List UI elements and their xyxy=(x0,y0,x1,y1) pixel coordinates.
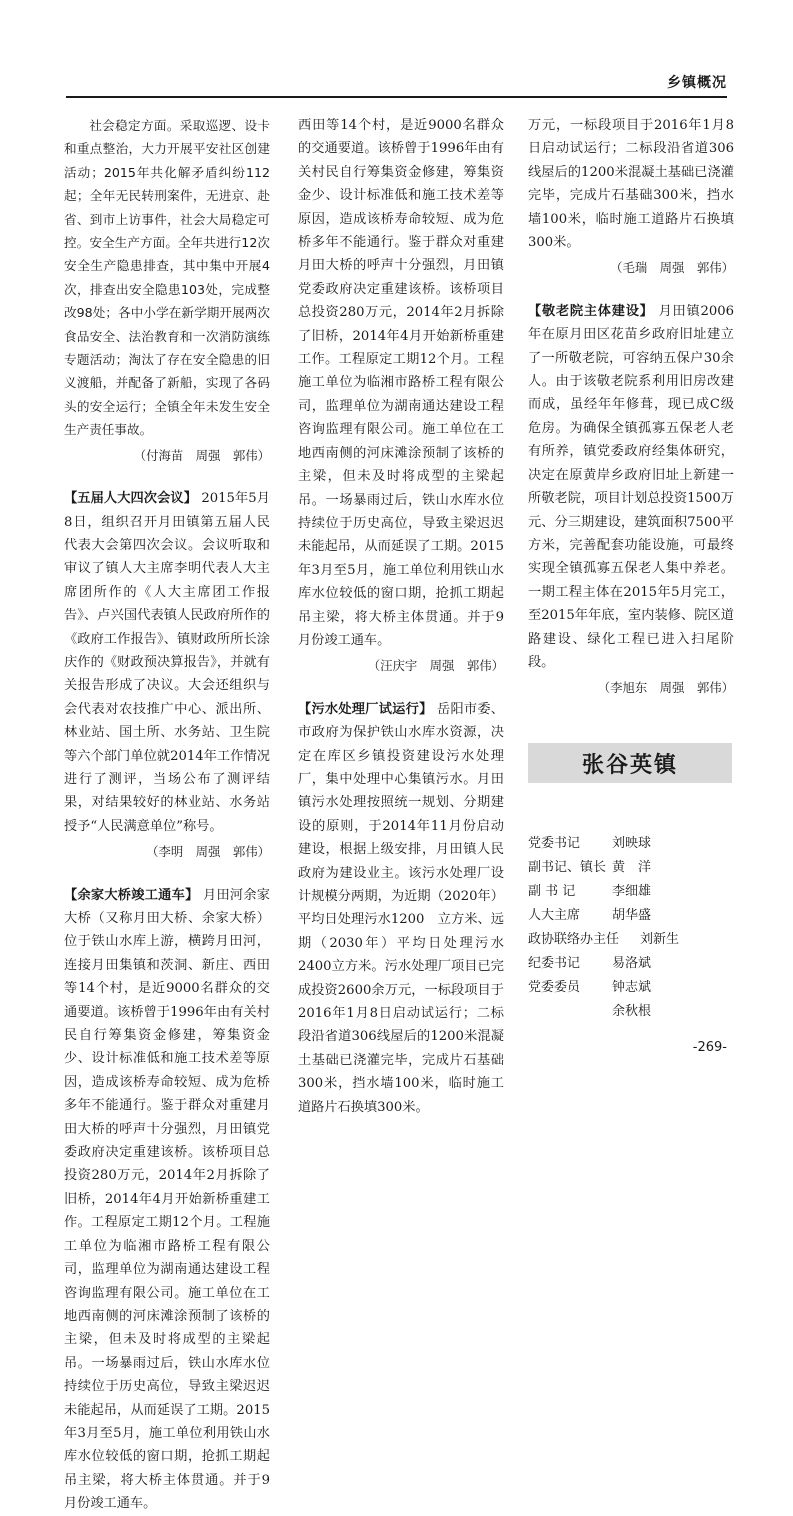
section-header: 乡镇概况 xyxy=(667,75,727,91)
official-row xyxy=(528,928,734,952)
town-title: 张谷英镇 xyxy=(528,743,732,783)
nursing-paragraph xyxy=(528,300,734,675)
header-rule xyxy=(66,96,727,98)
official-row xyxy=(528,952,734,976)
official-name: 刘新生 xyxy=(640,932,680,947)
official-title: 副书记、镇长 xyxy=(528,860,607,875)
bridge-continued: 西田等14个村，是近9000名群众的交通要道。该桥曾于1996年由有关村民自行筹集资金修建，筹集资金少、设计标准低和施工技术差等原因，造成该桥寿命较短、成为危桥多年不能通行。鉴于群众对重建月田大桥的呼声十分强烈，月田镇党委政府决定重建该桥。该桥项目总投资280万元，2014年2月拆除了旧桥，2014年4月开始新桥重建工作。工程原定工期12个月。工程施工单位为临湘市路桥工程有限公司，监理单位为湖南通达建设工程咨询监理有限公司。施工单位在工地西南侧的河床滩涂预制了该桥的主梁，但未及时将成型的主梁起吊。一场暴雨过后，铁山水库水位持续位于历史高位，导致主梁迟迟未能起吊，从而延误了工期。2015年3月至5月，施工单位利用铁山水库水位较低的窗口期，抢抓工期起吊主梁，将大桥主体贯通。并于9月份竣工通车。 xyxy=(298,118,504,648)
official-title: 人大主席 xyxy=(528,908,581,923)
sewage-author: （毛瑞 周强 郭伟） xyxy=(610,260,734,276)
nursing-body: 月田镇2006年在原月田区花苗乡政府旧址建立了一所敬老院，可容纳五保户30余人。由于该敬老院系利用旧房改建而成，虽经年年修葺，现已成C级危房。为确保全镇孤寡五保老人老有所养，镇党委政府经集体研究，决定在原黄岸乡政府旧址上新建一所敬老院，项目计划总投资1500万元、分三期建设，建筑面积7500平方米，完善配套功能设施，可最终实现全镇孤寡五保老人集中养老。一期工程主体在2015年5月完工，至2015年年底，室内装修、院区道路建设、绿化工程已进入扫尾阶段。 xyxy=(528,303,735,670)
official-title: 党委委员 xyxy=(528,980,581,995)
nursing-heading: 【敬老院主体建设】 xyxy=(528,303,654,319)
official-title xyxy=(528,1000,612,1024)
official-name: 胡华盛 xyxy=(612,908,652,923)
bridge-paragraph xyxy=(64,884,270,1512)
bridge-body: 月田河余家大桥（又称月田大桥、余家大桥）位于铁山水库上游，横跨月田河，连接月田集镇和茨洞、新庄、西田等14个村，是近9000名群众的交通要道。该桥曾于1996年由有关村民自行筹集资金修建，筹集资金少、设计标准低和施工技术差等原因，造成该桥寿命较短、成为危桥多年不能通行。鉴于群众对重建月田大桥的呼声十分强烈，月田镇党委政府决定重建该桥。该桥项目总投资280万元，2014年2月拆除了旧桥，2014年4月开始新桥重建工作。工程原定工期12个月。工程施工单位为临湘市路桥工程有限公司，监理单位为湖南通达建设工程咨询监理有限公司。施工单位在工地西南侧的河床滩涂预制了该桥的主梁，但未及时将成型的主梁起吊。一场暴雨过后，铁山水库水位持续位于历史高位，导致主梁迟迟未能起吊，从而延误了工期。2015年3月至5月，施工单位利用铁山水库水位较低的窗口期，抢抓工期起吊主梁，将大桥主体贯通。并于9月份竣工通车。 xyxy=(64,887,270,1512)
congress-body: 2015年5月8日，组织召开月田镇第五届人民代表大会第四次会议。会议听取和审议了镇人大主席李明代表人大主席团所作的《人大主席团工作报告》、卢兴国代表镇人民政府所作的《政府工作报告》、镇财政所所长涂庆作的《财政预决算报告》，并就有关报告形成了决议。大会还组织与会代表对农技推广中心、派出所、林业站、国土所、水务站、卫生院等六个部门单位就2014年工作情况进行了测评，当场公布了测评结果，对结果较好的林业站、水务站授予“人民满意单位”称号。 xyxy=(64,491,270,834)
page-number: -269- xyxy=(692,1040,727,1055)
official-name: 钟志斌 xyxy=(612,980,652,995)
congress-author: （李明 周强 郭伟） xyxy=(146,844,270,860)
bridge-heading: 【余家大桥竣工通车】 xyxy=(64,887,199,903)
official-row xyxy=(528,904,734,928)
official-row xyxy=(528,856,734,880)
column-2 xyxy=(298,114,504,1115)
safety-paragraph: 社会稳定方面。采取巡逻、设卡和重点整治，大力开展平安社区创建活动；2015年共化解矛盾纠纷112起；全年无民转刑案件，无进京、赴省、到市上访事件，社会大局稳定可控。安全生产方面。全年共进行12次安全生产隐患排查，其中集中开展4次，排查出安全隐患103处，完成整改98处；各中小学在新学期开展两次食品安全、法治教育和一次消防演练专题活动；淘汰了存在安全隐患的旧义渡船，并配备了新船，实现了各码头的安全运行；全镇全年未发生安全生产责任事故。 xyxy=(64,118,270,438)
nursing-author: （李旭东 周强 郭伟） xyxy=(597,680,734,696)
official-row xyxy=(528,832,734,856)
officials-list xyxy=(528,832,734,1024)
safety-author: （付海苗 周强 郭伟） xyxy=(133,447,270,463)
sewage-heading: 【污水处理厂试运行】 xyxy=(298,701,433,717)
official-name: 黄 洋 xyxy=(612,860,652,875)
official-name: 余秋根 xyxy=(612,1004,652,1019)
sewage-body: 岳阳市委、市政府为保护铁山水库水资源，决定在库区乡镇投资建设污水处理厂，集中处理中心集镇污水。月田镇污水处理按照统一规划、分期建设的原则，于2014年11月份启动建设，根据上级安排，月田镇人民政府为建设业主。该污水处理厂设计规模分两期，为近期（2020年）平均日处理污水1200 立方米、远期（2030年）平均日处理污水2400立方米。污水处理厂项目已完成投资2600余万元，一标段项目于2016年1月8日启动试运行；二标段沿省道306线屋后的1200米混凝土基础已浇灌完毕，完成片石基础300米，挡水墙100米，临时施工道路片石换填300米。 xyxy=(298,701,504,1115)
official-row xyxy=(528,976,734,1000)
column-1 xyxy=(64,114,270,1512)
official-name: 刘映球 xyxy=(612,836,652,851)
sewage-paragraph xyxy=(298,698,504,1115)
official-row xyxy=(528,1000,734,1024)
sewage-continued: 万元，一标段项目于2016年1月8日启动试运行；二标段沿省道306线屋后的1200米混凝土基础已浇灌完毕，完成片石基础300米，挡水墙100米，临时施工道路片石换填300米。 xyxy=(528,118,734,251)
official-title: 政协联络办主任 xyxy=(528,932,620,947)
official-title: 党委书记 xyxy=(528,836,581,851)
official-name: 李细雄 xyxy=(612,884,652,899)
official-row xyxy=(528,880,734,904)
congress-heading: 【五届人大四次会议】 xyxy=(64,491,198,507)
column-3 xyxy=(528,114,734,700)
official-name: 易洛斌 xyxy=(612,956,652,971)
congress-paragraph xyxy=(64,487,270,838)
official-title: 纪委书记 xyxy=(528,956,581,971)
bridge-author: （汪庆宇 周强 郭伟） xyxy=(367,658,504,674)
official-title: 副 书 记 xyxy=(528,884,576,899)
